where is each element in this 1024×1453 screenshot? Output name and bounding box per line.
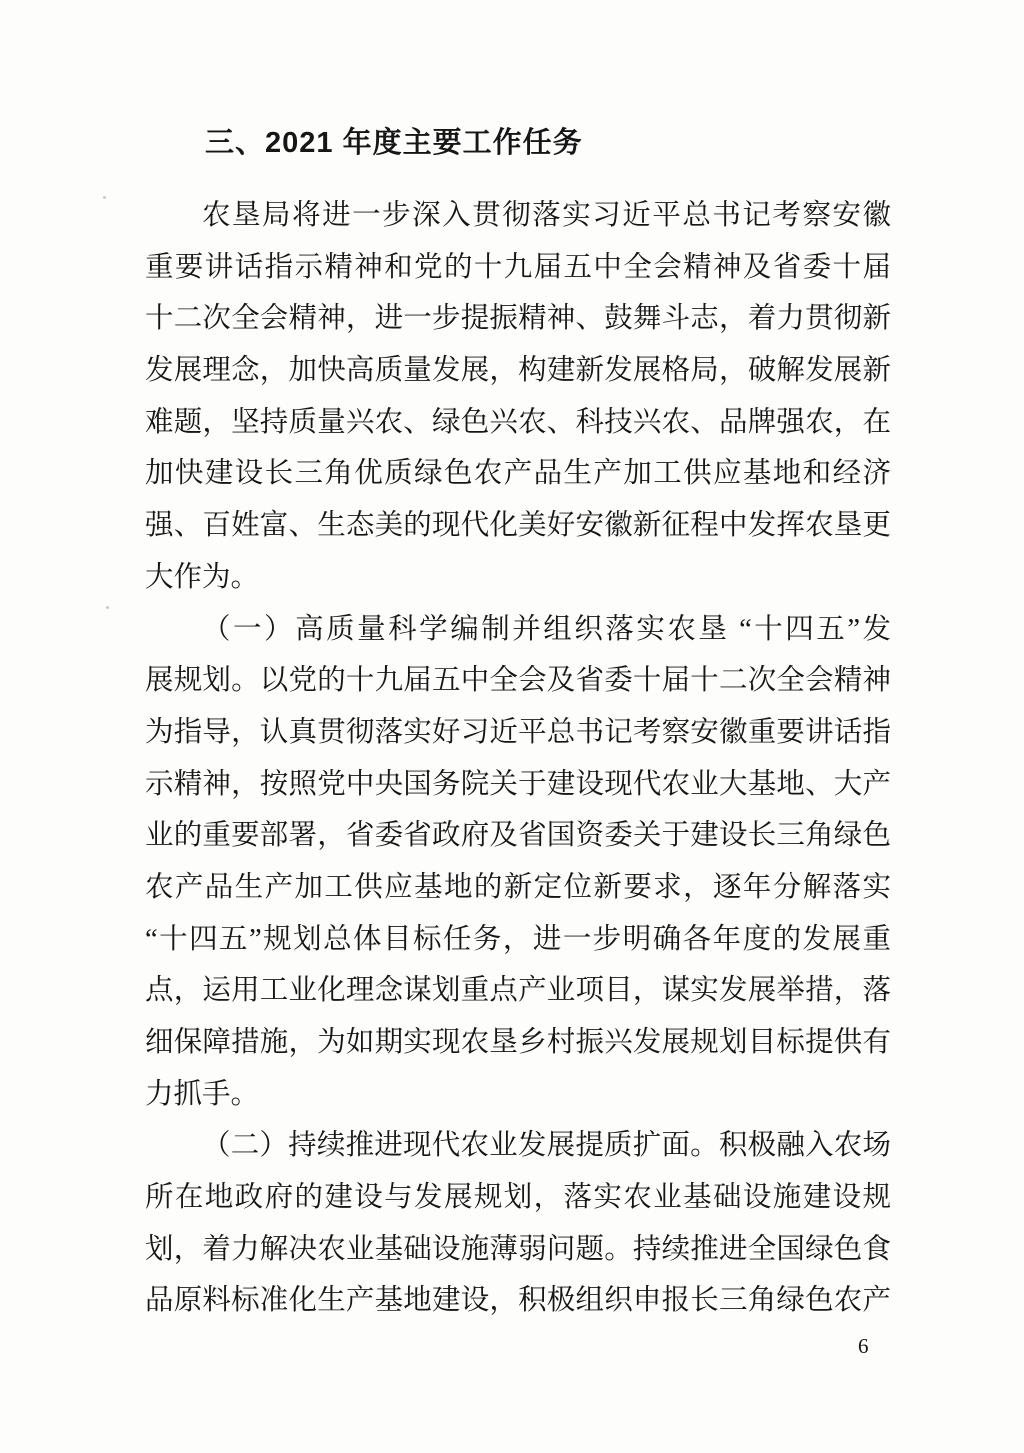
- document-content: [145, 117, 891, 1327]
- page-number: 6: [858, 1334, 869, 1358]
- text-line: 十二次全会精神，进一步提振精神、鼓舞斗志，着力贯彻新: [145, 303, 891, 335]
- scan-speck: [106, 606, 109, 609]
- text-line: “十四五”规划总体目标任务，进一步明确各年度的发展重: [145, 923, 891, 955]
- text-line: （二）持续推进现代农业发展提质扩面。积极融入农场: [202, 1130, 891, 1162]
- text-line: 力抓手。: [145, 1078, 260, 1110]
- text-line: 展规划。以党的十九届五中全会及省委十届十二次全会精神: [145, 665, 891, 697]
- text-line: 农垦局将进一步深入贯彻落实习近平总书记考察安徽: [202, 200, 891, 231]
- text-line: 示精神，按照党中央国务院关于建设现代农业大基地、大产: [145, 768, 891, 800]
- text-line: 品原料标准化生产基地建设，积极组织申报长三角绿色农产: [145, 1285, 891, 1317]
- paragraph-2: [145, 604, 891, 1121]
- text-line: 划，着力解决农业基础设施薄弱问题。持续推进全国绿色食: [145, 1233, 891, 1265]
- text-line: 细保障措施，为如期实现农垦乡村振兴发展规划目标提供有: [145, 1027, 891, 1058]
- text-line: （一）高质量科学编制并组织落实农垦 “十四五”发: [202, 613, 891, 645]
- text-line: 重要讲话指示精神和党的十九届五中全会精神及省委十届: [145, 251, 891, 283]
- text-line: 大作为。: [145, 561, 260, 593]
- scan-speck: [103, 196, 106, 199]
- text-line: 农产品生产加工供应基地的新定位新要求，逐年分解落实: [145, 871, 891, 903]
- section-heading: 三、2021 年度主要工作任务: [205, 127, 583, 159]
- text-line: 发展理念，加快高质量发展，构建新发展格局，破解发展新: [145, 355, 891, 387]
- text-line: 加快建设长三角优质绿色农产品生产加工供应基地和经济: [145, 458, 891, 490]
- text-line: 点，运用工业化理念谋划重点产业项目，谋实发展举措，落: [145, 975, 891, 1007]
- text-line: 强、百姓富、生态美的现代化美好安徽新征程中发挥农垦更: [145, 510, 891, 542]
- text-line: 难题，坚持质量兴农、绿色兴农、科技兴农、品牌强农，在: [145, 406, 891, 438]
- text-line: 为指导，认真贯彻落实好习近平总书记考察安徽重要讲话指: [145, 716, 891, 748]
- paragraph-1: [145, 190, 891, 604]
- paragraph-3: [145, 1120, 891, 1327]
- text-line: 所在地政府的建设与发展规划，落实农业基础设施建设规: [145, 1182, 891, 1214]
- text-line: 业的重要部署，省委省政府及省国资委关于建设长三角绿色: [145, 820, 891, 852]
